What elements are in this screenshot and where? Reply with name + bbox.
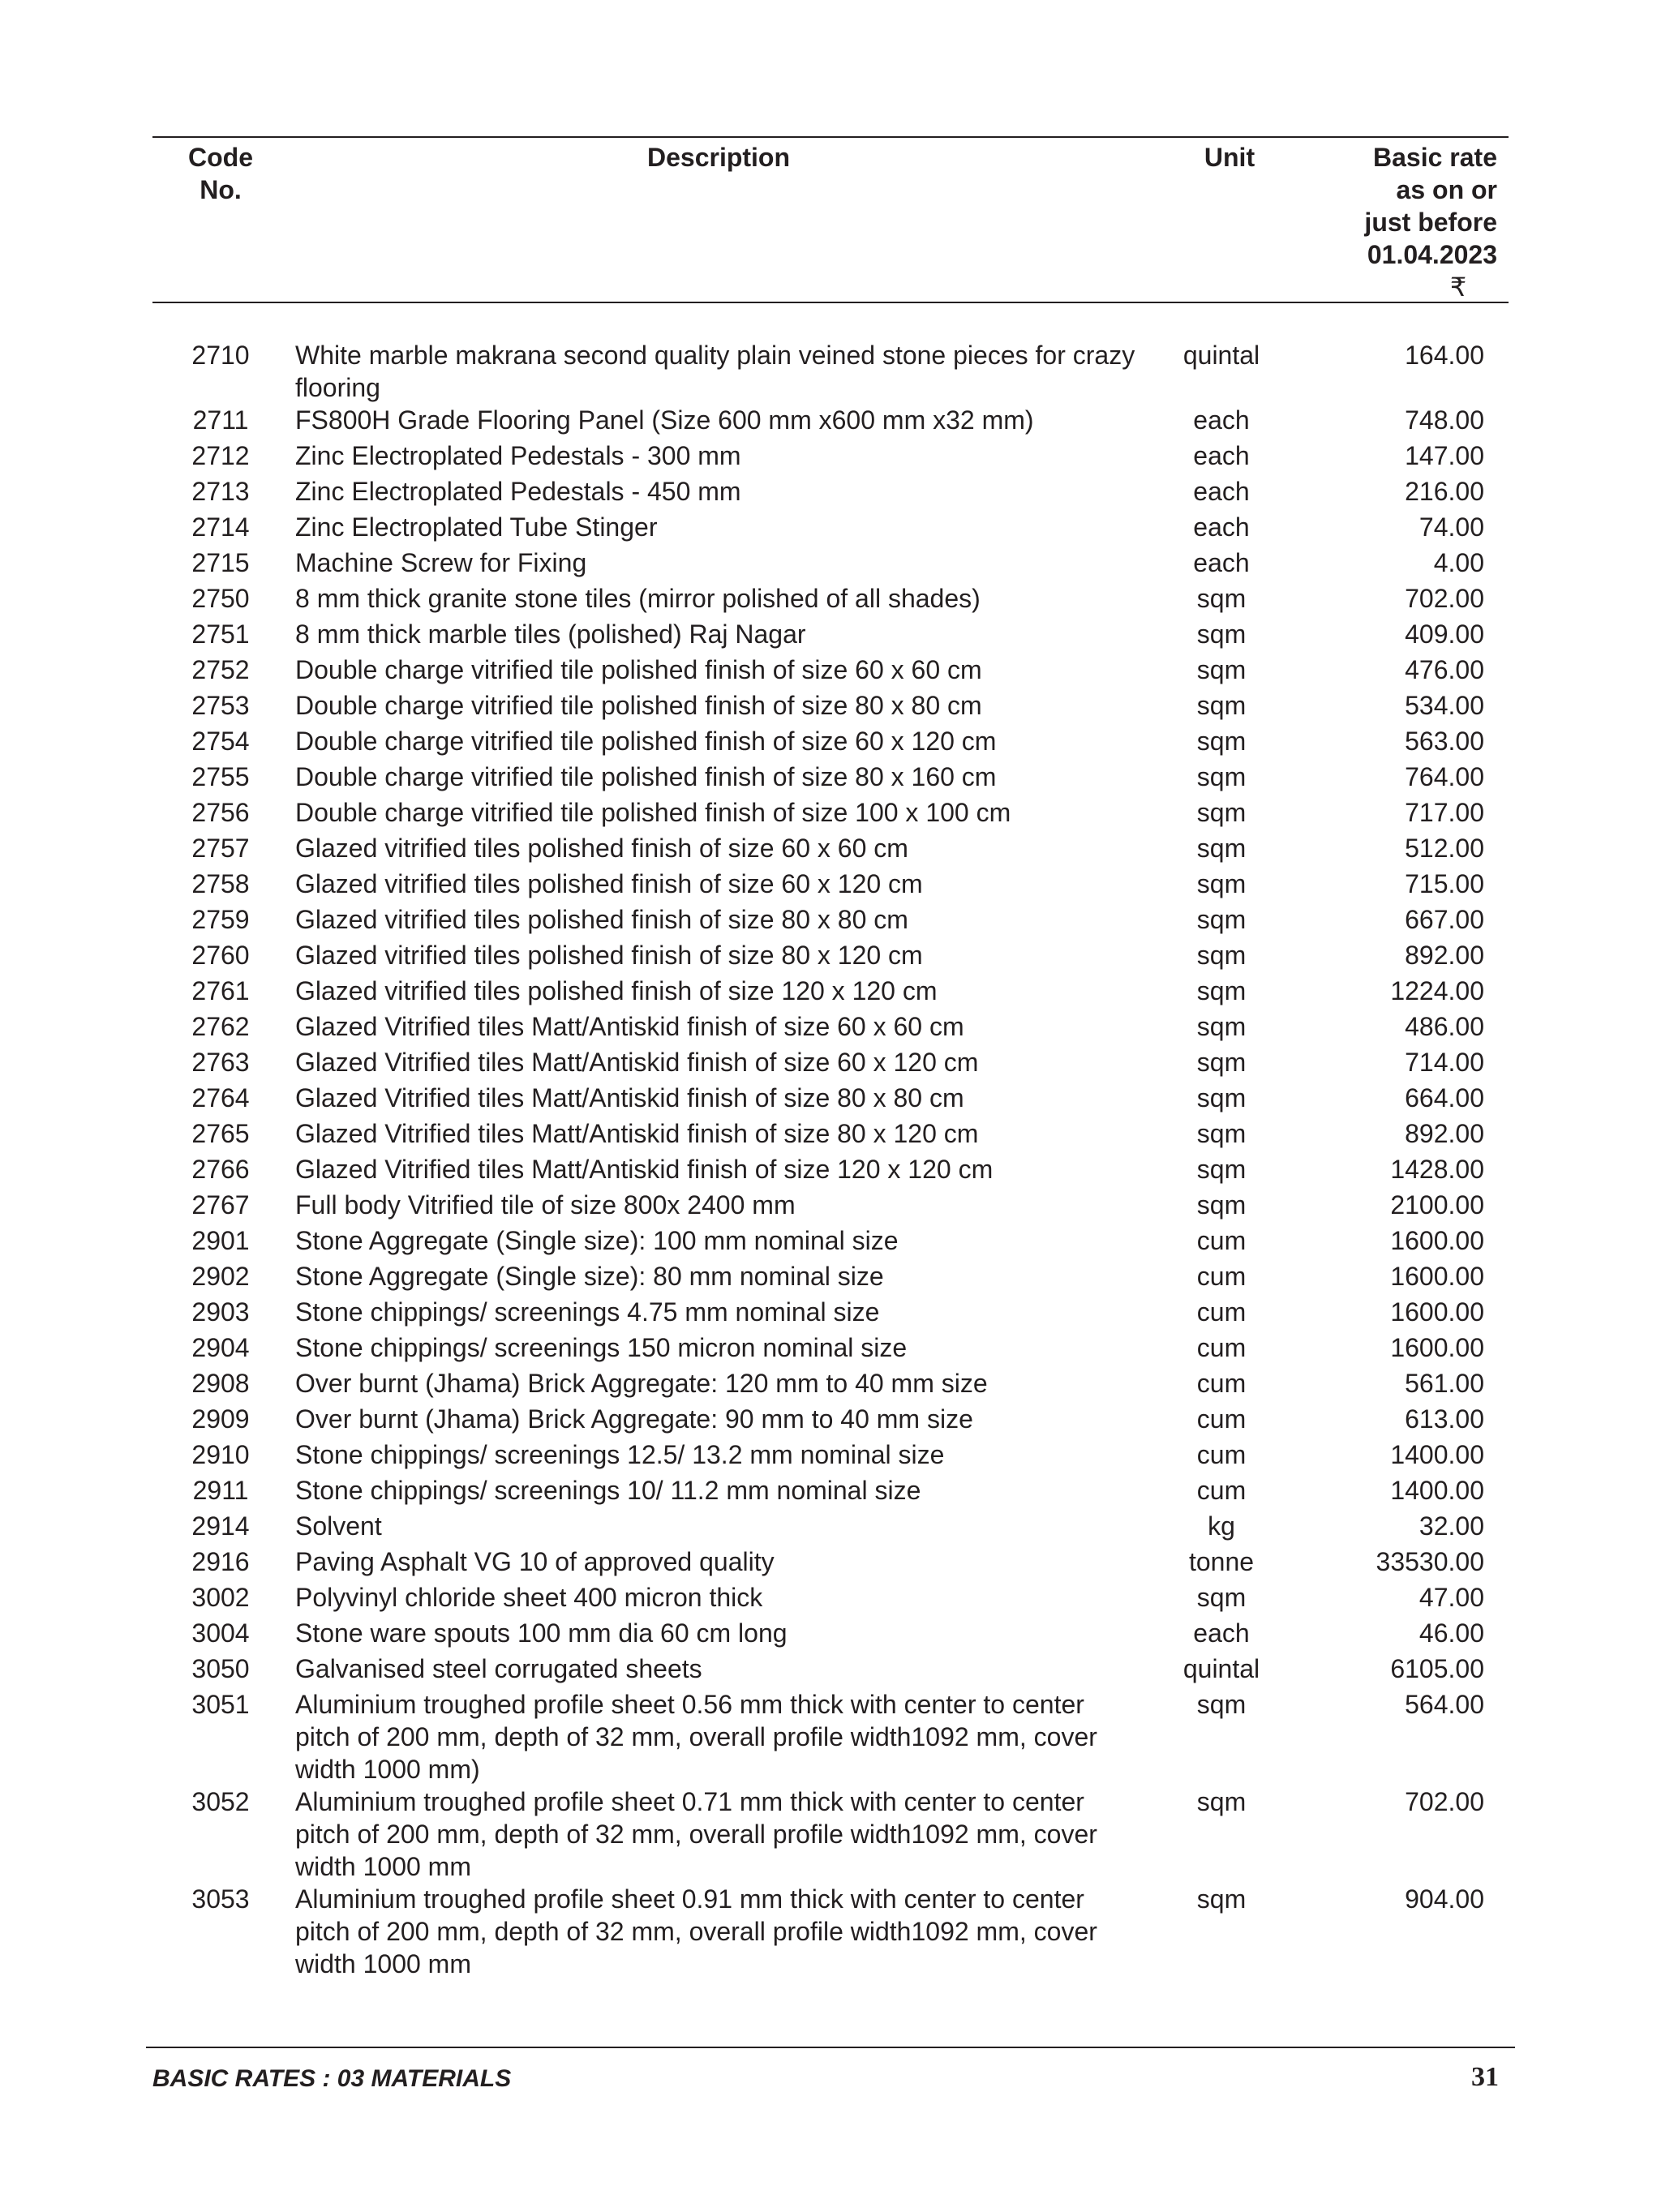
row-code: 2761 bbox=[191, 976, 250, 1005]
row-code: 3004 bbox=[191, 1618, 250, 1648]
row-code: 2750 bbox=[191, 584, 250, 613]
row-gap bbox=[279, 582, 295, 618]
row-gap bbox=[279, 689, 295, 725]
row-rate: 47.00 bbox=[1419, 1583, 1484, 1612]
row-code: 2764 bbox=[191, 1083, 250, 1112]
row-rate: 4.00 bbox=[1433, 548, 1484, 577]
table-row bbox=[162, 939, 1484, 975]
row-rate: 6105.00 bbox=[1390, 1654, 1484, 1683]
row-description: Double charge vitrified tile polished finish of size 60 x 60 cm bbox=[295, 655, 982, 684]
table-row bbox=[162, 547, 1484, 582]
row-gap bbox=[279, 1617, 295, 1653]
row-unit: sqm bbox=[1196, 1012, 1247, 1041]
row-gap bbox=[279, 1510, 295, 1545]
row-gap bbox=[279, 1296, 295, 1331]
row-code: 2901 bbox=[191, 1226, 250, 1255]
row-unit: sqm bbox=[1196, 762, 1247, 791]
row-unit: sqm bbox=[1196, 1884, 1247, 1914]
row-unit: cum bbox=[1196, 1297, 1247, 1327]
table-row bbox=[162, 725, 1484, 761]
row-rate: 892.00 bbox=[1405, 1119, 1484, 1148]
row-unit: sqm bbox=[1196, 834, 1247, 863]
row-rate: 486.00 bbox=[1405, 1012, 1484, 1041]
row-rate: 904.00 bbox=[1405, 1884, 1484, 1914]
table-row bbox=[162, 1046, 1484, 1082]
table-row bbox=[162, 796, 1484, 832]
row-rate: 74.00 bbox=[1419, 512, 1484, 542]
row-code: 2754 bbox=[191, 727, 250, 756]
row-description: FS800H Grade Flooring Panel (Size 600 mm x600 mm x32 mm) bbox=[295, 405, 1034, 435]
row-description: Stone Aggregate (Single size): 80 mm nominal size bbox=[295, 1262, 884, 1291]
row-gap bbox=[279, 654, 295, 689]
row-description: Glazed Vitrified tiles Matt/Antiskid finish of size 80 x 120 cm bbox=[295, 1119, 979, 1148]
table-row bbox=[162, 1010, 1484, 1046]
row-unit: sqm bbox=[1196, 941, 1247, 970]
row-description: Solvent bbox=[295, 1511, 382, 1541]
row-unit: quintal bbox=[1182, 341, 1260, 370]
row-description: 8 mm thick granite stone tiles (mirror polished of all shades) bbox=[295, 584, 981, 613]
row-unit: cum bbox=[1196, 1440, 1247, 1469]
row-unit: sqm bbox=[1196, 619, 1247, 649]
row-gap bbox=[279, 547, 295, 582]
table-row bbox=[162, 1883, 1484, 1980]
row-rate: 564.00 bbox=[1405, 1690, 1484, 1719]
row-rate: 32.00 bbox=[1419, 1511, 1484, 1541]
row-gap bbox=[279, 1688, 295, 1785]
row-gap bbox=[279, 1367, 295, 1403]
row-unit: each bbox=[1193, 548, 1250, 577]
table-row bbox=[162, 1189, 1484, 1224]
row-gap bbox=[279, 1010, 295, 1046]
row-unit: sqm bbox=[1196, 976, 1247, 1005]
row-rate: 715.00 bbox=[1405, 869, 1484, 898]
row-code: 2908 bbox=[191, 1369, 250, 1398]
row-code: 3052 bbox=[191, 1787, 250, 1816]
row-rate: 664.00 bbox=[1405, 1083, 1484, 1112]
table-row bbox=[162, 1403, 1484, 1438]
row-rate: 2100.00 bbox=[1390, 1190, 1484, 1220]
row-description: Paving Asphalt VG 10 of approved quality bbox=[295, 1547, 775, 1576]
row-unit: cum bbox=[1196, 1226, 1247, 1255]
row-description: Aluminium troughed profile sheet 0.56 mm thick with center to center pitch of 200 mm, depth of 32 mm, overall profile width1092 mm, cover width 1000 mm) bbox=[295, 1690, 1097, 1784]
row-description: Galvanised steel corrugated sheets bbox=[295, 1654, 702, 1683]
row-gap bbox=[279, 404, 295, 439]
row-unit: quintal bbox=[1182, 1654, 1260, 1683]
row-description: Glazed vitrified tiles polished finish of size 80 x 120 cm bbox=[295, 941, 923, 970]
row-code: 3051 bbox=[191, 1690, 250, 1719]
table-row bbox=[162, 1688, 1484, 1785]
row-unit: cum bbox=[1196, 1333, 1247, 1362]
row-description: Glazed Vitrified tiles Matt/Antiskid finish of size 120 x 120 cm bbox=[295, 1155, 994, 1184]
row-description: Glazed Vitrified tiles Matt/Antiskid finish of size 60 x 60 cm bbox=[295, 1012, 964, 1041]
row-gap bbox=[279, 339, 295, 404]
row-code: 2710 bbox=[191, 341, 250, 370]
row-unit: sqm bbox=[1196, 691, 1247, 720]
row-gap bbox=[279, 939, 295, 975]
row-code: 2911 bbox=[192, 1476, 249, 1505]
row-gap bbox=[279, 868, 295, 903]
table-row bbox=[162, 439, 1484, 475]
table-row bbox=[162, 975, 1484, 1010]
row-unit: each bbox=[1193, 512, 1250, 542]
row-unit: sqm bbox=[1196, 798, 1247, 827]
row-description: Double charge vitrified tile polished finish of size 100 x 100 cm bbox=[295, 798, 1011, 827]
row-rate: 409.00 bbox=[1405, 619, 1484, 649]
row-gap bbox=[279, 1117, 295, 1153]
row-gap bbox=[279, 1224, 295, 1260]
row-code: 2715 bbox=[191, 548, 250, 577]
row-description: Glazed Vitrified tiles Matt/Antiskid finish of size 60 x 120 cm bbox=[295, 1048, 979, 1077]
row-code: 2765 bbox=[191, 1119, 250, 1148]
row-description: 8 mm thick marble tiles (polished) Raj Nagar bbox=[295, 619, 806, 649]
row-gap bbox=[279, 618, 295, 654]
footer-section-title: BASIC RATES : 03 MATERIALS bbox=[152, 2065, 512, 2092]
table-row bbox=[162, 511, 1484, 547]
table-row bbox=[162, 1438, 1484, 1474]
row-unit: sqm bbox=[1196, 1190, 1247, 1220]
row-code: 2759 bbox=[191, 905, 250, 934]
row-description: Stone Aggregate (Single size): 100 mm nominal size bbox=[295, 1226, 899, 1255]
row-gap bbox=[279, 725, 295, 761]
table-header-rule bbox=[152, 302, 1509, 303]
row-description: Double charge vitrified tile polished finish of size 60 x 120 cm bbox=[295, 727, 997, 756]
table-row bbox=[162, 654, 1484, 689]
row-code: 2763 bbox=[191, 1048, 250, 1077]
row-unit: sqm bbox=[1196, 584, 1247, 613]
row-rate: 702.00 bbox=[1405, 1787, 1484, 1816]
row-unit: each bbox=[1193, 1618, 1250, 1648]
row-rate: 1600.00 bbox=[1390, 1262, 1484, 1291]
row-gap bbox=[279, 761, 295, 796]
header-basic-rate bbox=[1314, 141, 1497, 303]
row-unit: sqm bbox=[1196, 1583, 1247, 1612]
row-code: 2755 bbox=[191, 762, 250, 791]
row-gap bbox=[279, 1883, 295, 1980]
row-rate: 892.00 bbox=[1405, 941, 1484, 970]
table-row bbox=[162, 618, 1484, 654]
row-code: 2752 bbox=[191, 655, 250, 684]
row-description: Double charge vitrified tile polished finish of size 80 x 80 cm bbox=[295, 691, 982, 720]
rates-table-body bbox=[162, 339, 1484, 1980]
row-rate: 1600.00 bbox=[1390, 1226, 1484, 1255]
row-description: Stone chippings/ screenings 12.5/ 13.2 mm nominal size bbox=[295, 1440, 945, 1469]
row-rate: 1400.00 bbox=[1390, 1440, 1484, 1469]
row-unit: sqm bbox=[1196, 905, 1247, 934]
table-row bbox=[162, 689, 1484, 725]
row-unit: sqm bbox=[1196, 1119, 1247, 1148]
row-unit: each bbox=[1193, 441, 1250, 470]
row-description: Glazed vitrified tiles polished finish of size 60 x 60 cm bbox=[295, 834, 908, 863]
row-code: 2909 bbox=[191, 1404, 250, 1434]
table-row bbox=[162, 475, 1484, 511]
row-gap bbox=[279, 439, 295, 475]
row-unit: sqm bbox=[1196, 1787, 1247, 1816]
row-rate: 613.00 bbox=[1405, 1404, 1484, 1434]
row-gap bbox=[279, 903, 295, 939]
row-gap bbox=[279, 511, 295, 547]
rupee-icon: ₹ bbox=[1449, 272, 1467, 302]
row-rate: 534.00 bbox=[1405, 691, 1484, 720]
table-row bbox=[162, 868, 1484, 903]
row-unit: sqm bbox=[1196, 727, 1247, 756]
row-rate: 1224.00 bbox=[1390, 976, 1484, 1005]
table-row bbox=[162, 1510, 1484, 1545]
table-row bbox=[162, 903, 1484, 939]
row-rate: 717.00 bbox=[1405, 798, 1484, 827]
row-description: Stone chippings/ screenings 10/ 11.2 mm nominal size bbox=[295, 1476, 921, 1505]
row-code: 2714 bbox=[191, 512, 250, 542]
row-description: Aluminium troughed profile sheet 0.91 mm thick with center to center pitch of 200 mm, depth of 32 mm, overall profile width1092 mm, cover width 1000 mm bbox=[295, 1884, 1097, 1978]
table-row bbox=[162, 1117, 1484, 1153]
row-gap bbox=[279, 475, 295, 511]
row-code: 2757 bbox=[191, 834, 250, 863]
row-rate: 147.00 bbox=[1405, 441, 1484, 470]
table-row bbox=[162, 339, 1484, 404]
row-rate: 667.00 bbox=[1405, 905, 1484, 934]
row-gap bbox=[279, 1581, 295, 1617]
row-gap bbox=[279, 1153, 295, 1189]
row-description: Stone ware spouts 100 mm dia 60 cm long bbox=[295, 1618, 788, 1648]
row-code: 2762 bbox=[191, 1012, 250, 1041]
row-description: Zinc Electroplated Pedestals - 300 mm bbox=[295, 441, 741, 470]
row-unit: sqm bbox=[1196, 655, 1247, 684]
row-code: 3050 bbox=[191, 1654, 250, 1683]
row-description: Machine Screw for Fixing bbox=[295, 548, 587, 577]
row-code: 2711 bbox=[192, 405, 249, 435]
row-rate: 1600.00 bbox=[1390, 1297, 1484, 1327]
row-description: Stone chippings/ screenings 150 micron nominal size bbox=[295, 1333, 908, 1362]
row-description: Polyvinyl chloride sheet 400 micron thick bbox=[295, 1583, 763, 1612]
row-gap bbox=[279, 975, 295, 1010]
row-code: 3053 bbox=[191, 1884, 250, 1914]
row-rate: 164.00 bbox=[1405, 341, 1484, 370]
rates-table bbox=[162, 339, 1484, 1980]
table-row bbox=[162, 404, 1484, 439]
row-code: 2758 bbox=[191, 869, 250, 898]
row-description: Glazed Vitrified tiles Matt/Antiskid finish of size 80 x 80 cm bbox=[295, 1083, 964, 1112]
row-gap bbox=[279, 796, 295, 832]
row-description: Over burnt (Jhama) Brick Aggregate: 90 mm to 40 mm size bbox=[295, 1404, 973, 1434]
row-unit: sqm bbox=[1196, 1690, 1247, 1719]
row-description: Glazed vitrified tiles polished finish of size 120 x 120 cm bbox=[295, 976, 938, 1005]
header-code: Code No. bbox=[188, 143, 253, 204]
row-code: 2914 bbox=[191, 1511, 250, 1541]
row-code: 2751 bbox=[191, 619, 250, 649]
row-description: Zinc Electroplated Pedestals - 450 mm bbox=[295, 477, 741, 506]
row-code: 2904 bbox=[191, 1333, 250, 1362]
row-unit: cum bbox=[1196, 1476, 1247, 1505]
row-gap bbox=[279, 1046, 295, 1082]
table-row bbox=[162, 1082, 1484, 1117]
row-code: 2766 bbox=[191, 1155, 250, 1184]
row-unit: kg bbox=[1208, 1511, 1235, 1541]
table-row bbox=[162, 1367, 1484, 1403]
row-rate: 1600.00 bbox=[1390, 1333, 1484, 1362]
row-unit: tonne bbox=[1188, 1547, 1255, 1576]
row-code: 2712 bbox=[191, 441, 250, 470]
row-description: Over burnt (Jhama) Brick Aggregate: 120 mm to 40 mm size bbox=[295, 1369, 988, 1398]
row-description: Full body Vitrified tile of size 800x 2400 mm bbox=[295, 1190, 796, 1220]
row-gap bbox=[279, 832, 295, 868]
row-code: 2756 bbox=[191, 798, 250, 827]
row-code: 2767 bbox=[191, 1190, 250, 1220]
row-gap bbox=[279, 1474, 295, 1510]
row-description: Stone chippings/ screenings 4.75 mm nominal size bbox=[295, 1297, 880, 1327]
table-row bbox=[162, 1153, 1484, 1189]
row-rate: 512.00 bbox=[1405, 834, 1484, 863]
table-row bbox=[162, 1474, 1484, 1510]
row-rate: 1400.00 bbox=[1390, 1476, 1484, 1505]
row-unit: each bbox=[1193, 405, 1250, 435]
table-row bbox=[162, 1296, 1484, 1331]
row-code: 2760 bbox=[191, 941, 250, 970]
row-description: Glazed vitrified tiles polished finish of size 80 x 80 cm bbox=[295, 905, 908, 934]
row-code: 2910 bbox=[191, 1440, 250, 1469]
table-row bbox=[162, 1581, 1484, 1617]
row-rate: 714.00 bbox=[1405, 1048, 1484, 1077]
row-unit: sqm bbox=[1196, 1083, 1247, 1112]
row-unit: cum bbox=[1196, 1369, 1247, 1398]
row-unit: sqm bbox=[1196, 1155, 1247, 1184]
row-code: 2902 bbox=[191, 1262, 250, 1291]
table-row bbox=[162, 582, 1484, 618]
row-rate: 33530.00 bbox=[1376, 1547, 1484, 1576]
header-description: Description bbox=[646, 143, 791, 172]
table-row bbox=[162, 1260, 1484, 1296]
row-gap bbox=[279, 1403, 295, 1438]
row-gap bbox=[279, 1545, 295, 1581]
row-gap bbox=[279, 1189, 295, 1224]
header-unit: Unit bbox=[1204, 143, 1255, 172]
table-row bbox=[162, 1224, 1484, 1260]
footer-rule bbox=[146, 2047, 1515, 2048]
row-rate: 476.00 bbox=[1405, 655, 1484, 684]
row-code: 2713 bbox=[191, 477, 250, 506]
row-rate: 46.00 bbox=[1419, 1618, 1484, 1648]
row-description: Glazed vitrified tiles polished finish of size 60 x 120 cm bbox=[295, 869, 923, 898]
row-gap bbox=[279, 1331, 295, 1367]
table-row bbox=[162, 1653, 1484, 1688]
row-rate: 563.00 bbox=[1405, 727, 1484, 756]
row-description: White marble makrana second quality plain veined stone pieces for crazy flooring bbox=[295, 341, 1135, 402]
header-basic-rate-label: Basic rate as on or just before 01.04.2023 bbox=[1364, 143, 1497, 269]
table-row bbox=[162, 1545, 1484, 1581]
row-rate: 702.00 bbox=[1405, 584, 1484, 613]
row-gap bbox=[279, 1082, 295, 1117]
row-code: 2916 bbox=[191, 1547, 250, 1576]
table-row bbox=[162, 761, 1484, 796]
row-description: Zinc Electroplated Tube Stinger bbox=[295, 512, 658, 542]
row-gap bbox=[279, 1653, 295, 1688]
row-rate: 764.00 bbox=[1405, 762, 1484, 791]
row-unit: each bbox=[1193, 477, 1250, 506]
row-rate: 561.00 bbox=[1405, 1369, 1484, 1398]
row-unit: sqm bbox=[1196, 869, 1247, 898]
row-description: Aluminium troughed profile sheet 0.71 mm thick with center to center pitch of 200 mm, depth of 32 mm, overall profile width1092 mm, cover width 1000 mm bbox=[295, 1787, 1097, 1881]
row-rate: 216.00 bbox=[1405, 477, 1484, 506]
table-row bbox=[162, 1331, 1484, 1367]
row-unit: cum bbox=[1196, 1404, 1247, 1434]
table-row bbox=[162, 1785, 1484, 1883]
row-gap bbox=[279, 1438, 295, 1474]
row-code: 2753 bbox=[191, 691, 250, 720]
row-rate: 1428.00 bbox=[1390, 1155, 1484, 1184]
table-row bbox=[162, 1617, 1484, 1653]
table-top-rule bbox=[152, 136, 1509, 138]
row-gap bbox=[279, 1785, 295, 1883]
row-gap bbox=[279, 1260, 295, 1296]
row-unit: cum bbox=[1196, 1262, 1247, 1291]
row-rate: 748.00 bbox=[1405, 405, 1484, 435]
row-code: 3002 bbox=[191, 1583, 250, 1612]
row-code: 2903 bbox=[191, 1297, 250, 1327]
page-number: 31 bbox=[1471, 2062, 1499, 2092]
row-description: Double charge vitrified tile polished finish of size 80 x 160 cm bbox=[295, 762, 997, 791]
row-unit: sqm bbox=[1196, 1048, 1247, 1077]
table-row bbox=[162, 832, 1484, 868]
